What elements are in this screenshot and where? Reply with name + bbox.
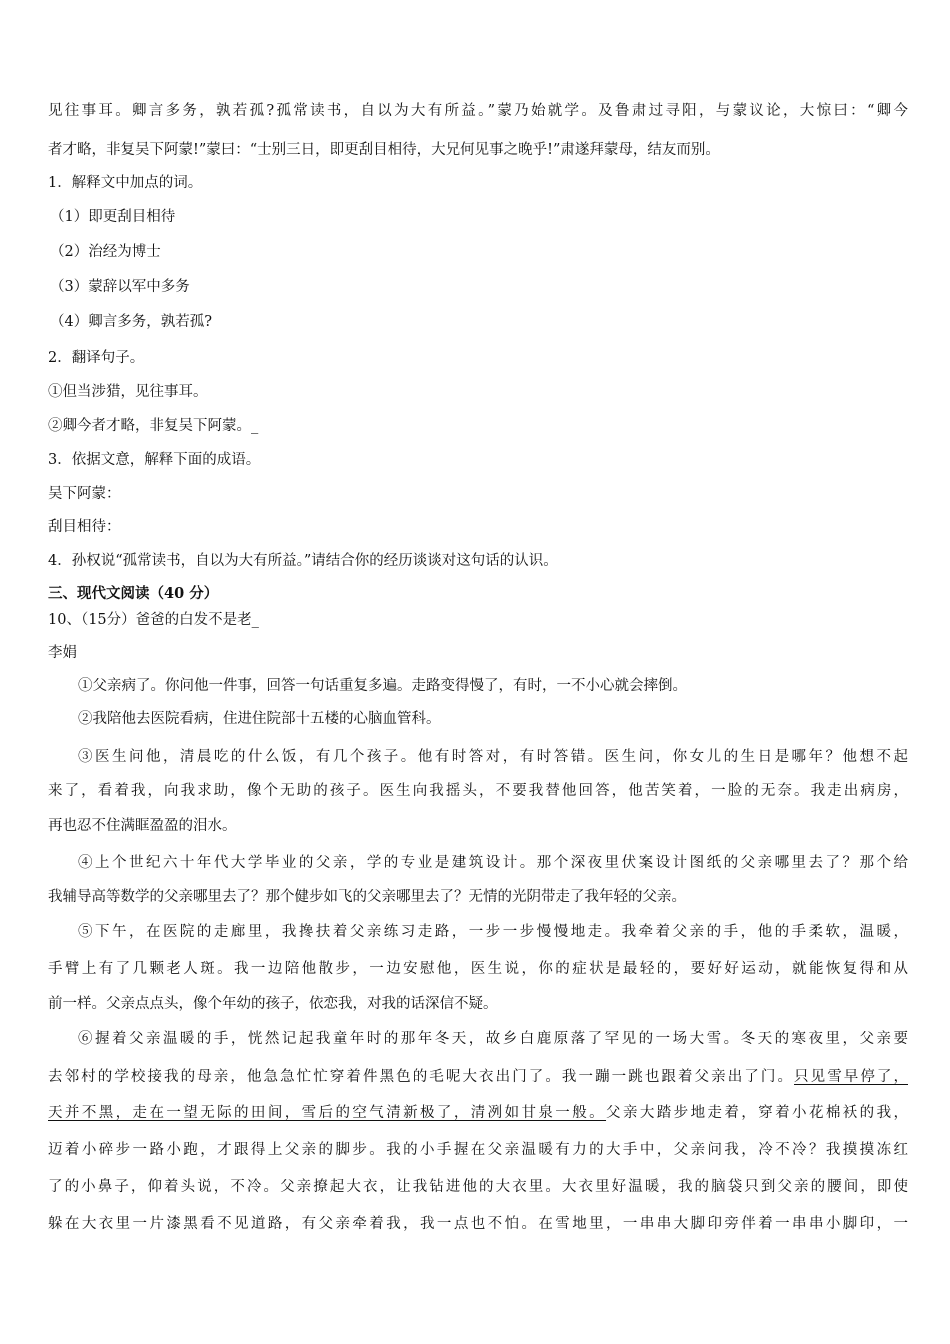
paragraph-5-line: ⑤下午，在医院的走廊里，我搀扶着父亲练习走路，一步一步慢慢地走。我牵着父亲的手，他的手柔软，温暖， bbox=[78, 924, 908, 940]
paragraph-4-line: 我辅导高等数学的父亲哪里去了？那个健步如飞的父亲哪里去了？无情的光阴带走了我年轻的父亲。 bbox=[48, 889, 686, 905]
paragraph-6-text: 去邻村的学校接我的母亲，他急急忙忙穿着件黑色的毛呢大衣出门了。我一蹦一跳也跟着父亲出了门。 bbox=[48, 1069, 795, 1085]
question-3-item: 刮目相待： bbox=[48, 519, 121, 535]
paragraph-3-line: 再也忍不住满眶盈盈的泪水。 bbox=[48, 818, 237, 834]
paragraph-3-line: ③医生问他，清晨吃的什么饭，有几个孩子。他有时答对，有时答错。医生问，你女儿的生日是哪年？他想不起 bbox=[78, 749, 908, 765]
paragraph-6-line: 躲在大衣里一片漆黑看不见道路，有父亲牵着我，我一点也不怕。在雪地里，一串串大脚印旁伴着一串串小脚印，一 bbox=[48, 1216, 908, 1232]
question-3-item: 吴下阿蒙： bbox=[48, 486, 121, 502]
article-author: 李娟 bbox=[48, 645, 77, 661]
paragraph-5-line: 手臂上有了几颗老人斑。我一边陪他散步，一边安慰他，医生说，你的症状是最轻的，要好好运动，就能恢复得和从 bbox=[48, 961, 908, 977]
paragraph-6-line bbox=[48, 1102, 908, 1124]
underlined-sentence: 天并不黑，走在一望无际的田间，雪后的空气清新极了，清冽如甘泉一般。 bbox=[48, 1105, 607, 1121]
paragraph-1: ①父亲病了。你问他一件事，回答一句话重复多遍。走路变得慢了，有时，一不小心就会摔倒。 bbox=[78, 678, 687, 694]
paragraph-5-line: 前一样。父亲点点头，像个年幼的孩子，依恋我，对我的话深信不疑。 bbox=[48, 996, 498, 1012]
question-2-item: ②卿今者才略，非复吴下阿蒙。_ bbox=[48, 418, 259, 434]
paragraph-6-line: ⑥握着父亲温暖的手，恍然记起我童年时的那年冬天，故乡白鹿原落了罕见的一场大雪。冬天的寒夜里，父亲要 bbox=[78, 1031, 908, 1047]
paragraph-4-line: ④上个世纪六十年代大学毕业的父亲，学的专业是建筑设计。那个深夜里伏案设计图纸的父亲哪里去了？那个给 bbox=[78, 855, 908, 871]
question-1-item: （4）卿言多务，孰若孤? bbox=[50, 314, 212, 330]
question-1-item: （1）即更刮目相待 bbox=[50, 209, 176, 225]
paragraph-6-text: 父亲大踏步地走着，穿着小花棉袄的我， bbox=[606, 1105, 908, 1121]
question-2: 2．翻译句子。 bbox=[48, 350, 145, 366]
question-1-item: （2）治经为博士 bbox=[50, 244, 161, 260]
question-2-item: ①但当涉猎，见往事耳。 bbox=[48, 384, 208, 400]
paragraph-3-line: 来了，看着我，向我求助，像个无助的孩子。医生向我摇头，不要我替他回答，他苦笑着，一脸的无奈。我走出病房， bbox=[48, 783, 908, 799]
paragraph-6-line: 了的小鼻子，仰着头说，不冷。父亲撩起大衣，让我钻进他的大衣里。大衣里好温暖，我的脑袋只到父亲的腰间，即使 bbox=[48, 1179, 908, 1195]
section-heading: 三、现代文阅读（40 分） bbox=[48, 585, 219, 602]
underlined-sentence: 只见雪早停了， bbox=[794, 1069, 908, 1085]
question-1: 1．解释文中加点的词。 bbox=[48, 175, 203, 191]
paragraph-6-line bbox=[48, 1066, 908, 1088]
passage-line: 见往事耳。卿言多务，孰若孤?孤常读书，自以为大有所益。”蒙乃始就学。及鲁肃过寻阳，与蒙议论，大惊曰：“卿今 bbox=[48, 103, 908, 119]
paragraph-2: ②我陪他去医院看病，住进住院部十五楼的心脑血管科。 bbox=[78, 711, 441, 727]
question-3: 3．依据文意，解释下面的成语。 bbox=[48, 452, 261, 468]
paragraph-6-line: 迈着小碎步一路小跑，才跟得上父亲的脚步。我的小手握在父亲温暖有力的大手中，父亲问我，冷不冷？我摸摸冻红 bbox=[48, 1142, 908, 1158]
question-title: 10、（15分）爸爸的白发不是老_ bbox=[48, 612, 259, 628]
passage-line: 者才略，非复吴下阿蒙!”蒙曰：“士别三日，即更刮目相待，大兄何见事之晚乎!”肃遂拜蒙母，结友而别。 bbox=[48, 142, 720, 158]
question-1-item: （3）蒙辞以军中多务 bbox=[50, 279, 190, 295]
question-4: 4．孙权说“孤常读书，自以为大有所益。”请结合你的经历谈谈对这句话的认识。 bbox=[48, 553, 558, 569]
